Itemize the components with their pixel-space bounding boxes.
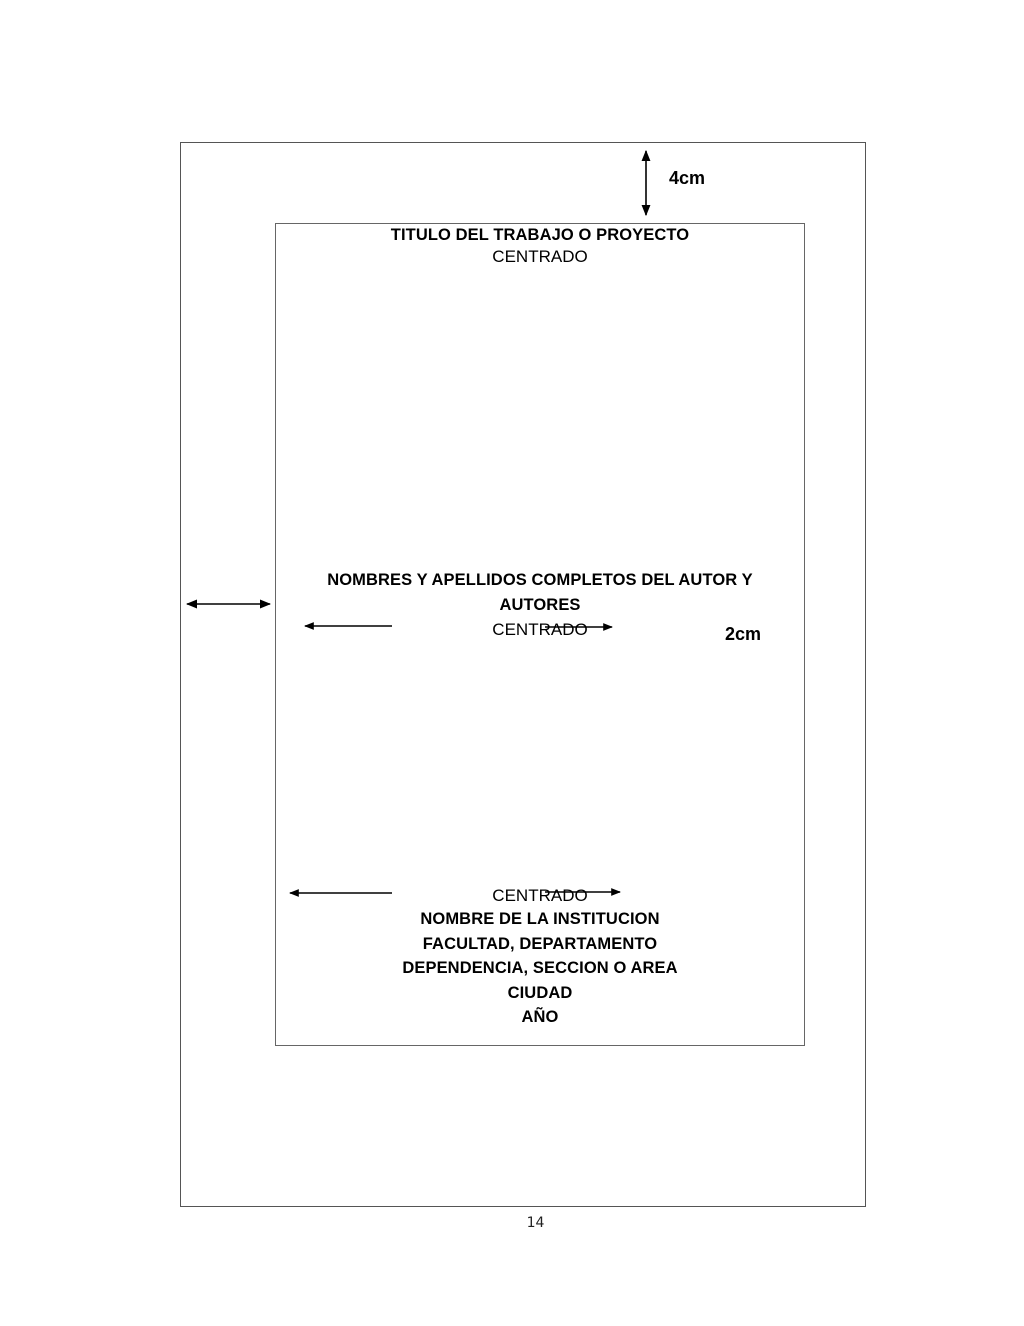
top-margin-label: 4cm xyxy=(669,168,706,188)
institution-name: NOMBRE DE LA INSTITUCION xyxy=(420,910,660,928)
city: CIUDAD xyxy=(507,984,573,1002)
page-number: 14 xyxy=(526,1215,545,1231)
year: AÑO xyxy=(521,1008,559,1026)
institution-note: CENTRADO xyxy=(492,886,588,905)
title: TITULO DEL TRABAJO O PROYECTO xyxy=(390,226,690,244)
authors-line-2: AUTORES xyxy=(499,596,581,614)
dependency: DEPENDENCIA, SECCION O AREA xyxy=(402,959,678,977)
faculty: FACULTAD, DEPARTAMENTO xyxy=(422,935,658,953)
authors-note: CENTRADO xyxy=(492,620,588,639)
side-margin-label: 2cm xyxy=(725,624,762,644)
authors-line-1: NOMBRES Y APELLIDOS COMPLETOS DEL AUTOR Y xyxy=(327,571,753,589)
title-note: CENTRADO xyxy=(492,247,588,266)
cover-text xyxy=(290,0,790,1326)
